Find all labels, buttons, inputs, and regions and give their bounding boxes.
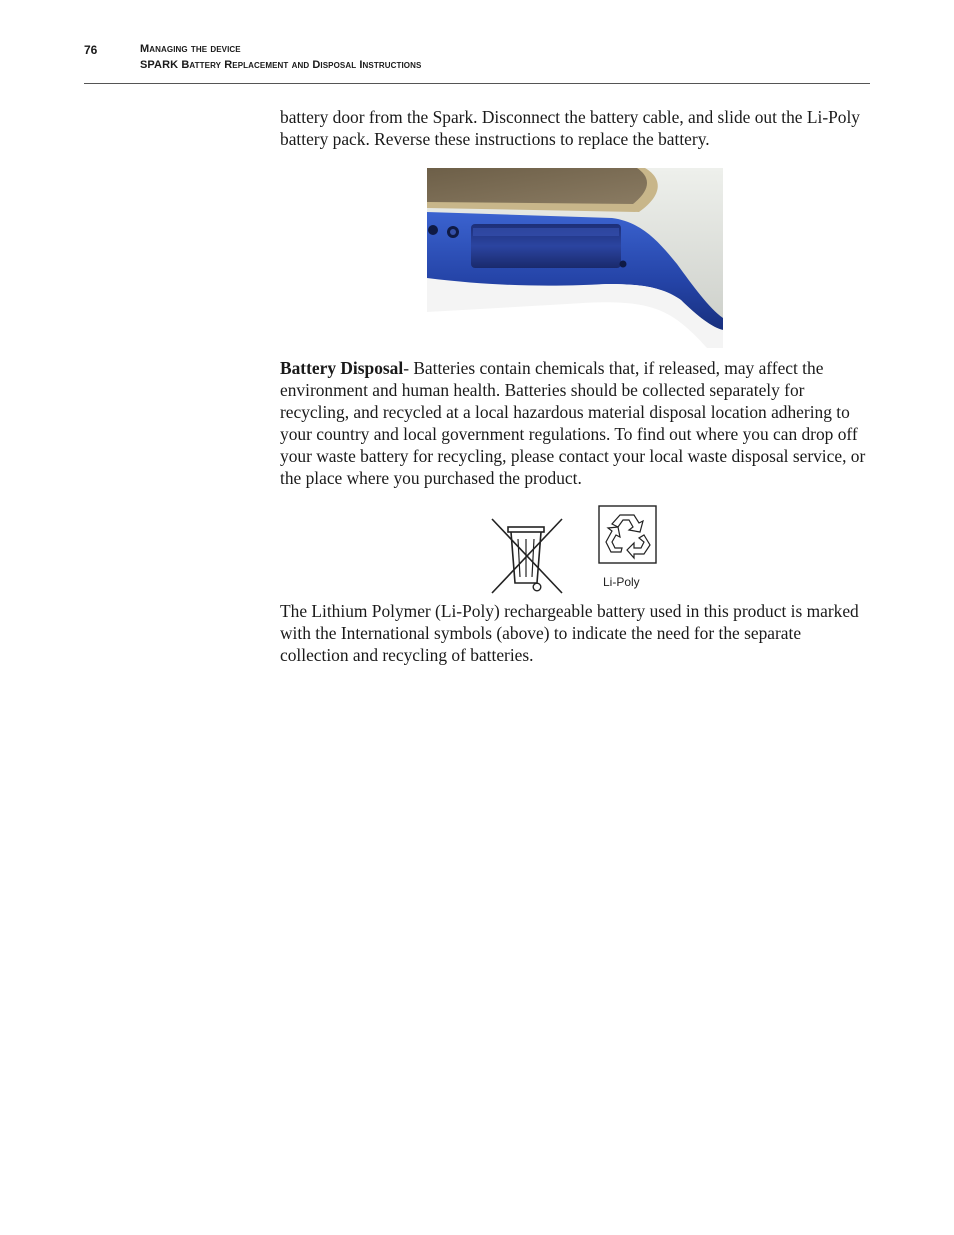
disposal-symbols	[488, 505, 663, 597]
symbols-paragraph	[280, 601, 870, 667]
intro-text: battery door from the Spark. Disconnect the battery cable, and slide out the Li-Poly battery pack. Reverse these instructions to replace the battery.	[280, 107, 861, 149]
disposal-body: - Batteries contain chemicals that, if released, may affect the environment and human health. Batteries should be collected separately for recycling, and recycled at a local hazardous material disposal location adhering to your country and local government regulations. To find out where you can drop off your waste battery for recycling, please contact your local waste disposal service, or the place where you purchased the product.	[280, 358, 866, 488]
symbols-text: The Lithium Polymer (Li-Poly) rechargeable battery used in this product is marked with the International symbols (above) to indicate the need for the separate collection and recycling of batteries.	[280, 601, 859, 665]
battery-door-photo	[427, 168, 723, 348]
section-title: SPARK Battery Replacement and Disposal Instructions	[140, 59, 422, 71]
intro-paragraph	[280, 107, 870, 151]
chapter-title: Managing the device	[140, 43, 241, 55]
disposal-paragraph	[280, 358, 870, 489]
page-number: 76	[84, 43, 98, 57]
disposal-lead: Battery Disposal	[280, 358, 404, 378]
running-header	[84, 42, 870, 84]
crossed-out-wheelie-bin-icon	[488, 517, 568, 595]
disposal-text-block	[280, 358, 870, 489]
li-poly-label: Li-Poly	[603, 575, 640, 589]
recycling-arrows-icon	[598, 505, 657, 564]
